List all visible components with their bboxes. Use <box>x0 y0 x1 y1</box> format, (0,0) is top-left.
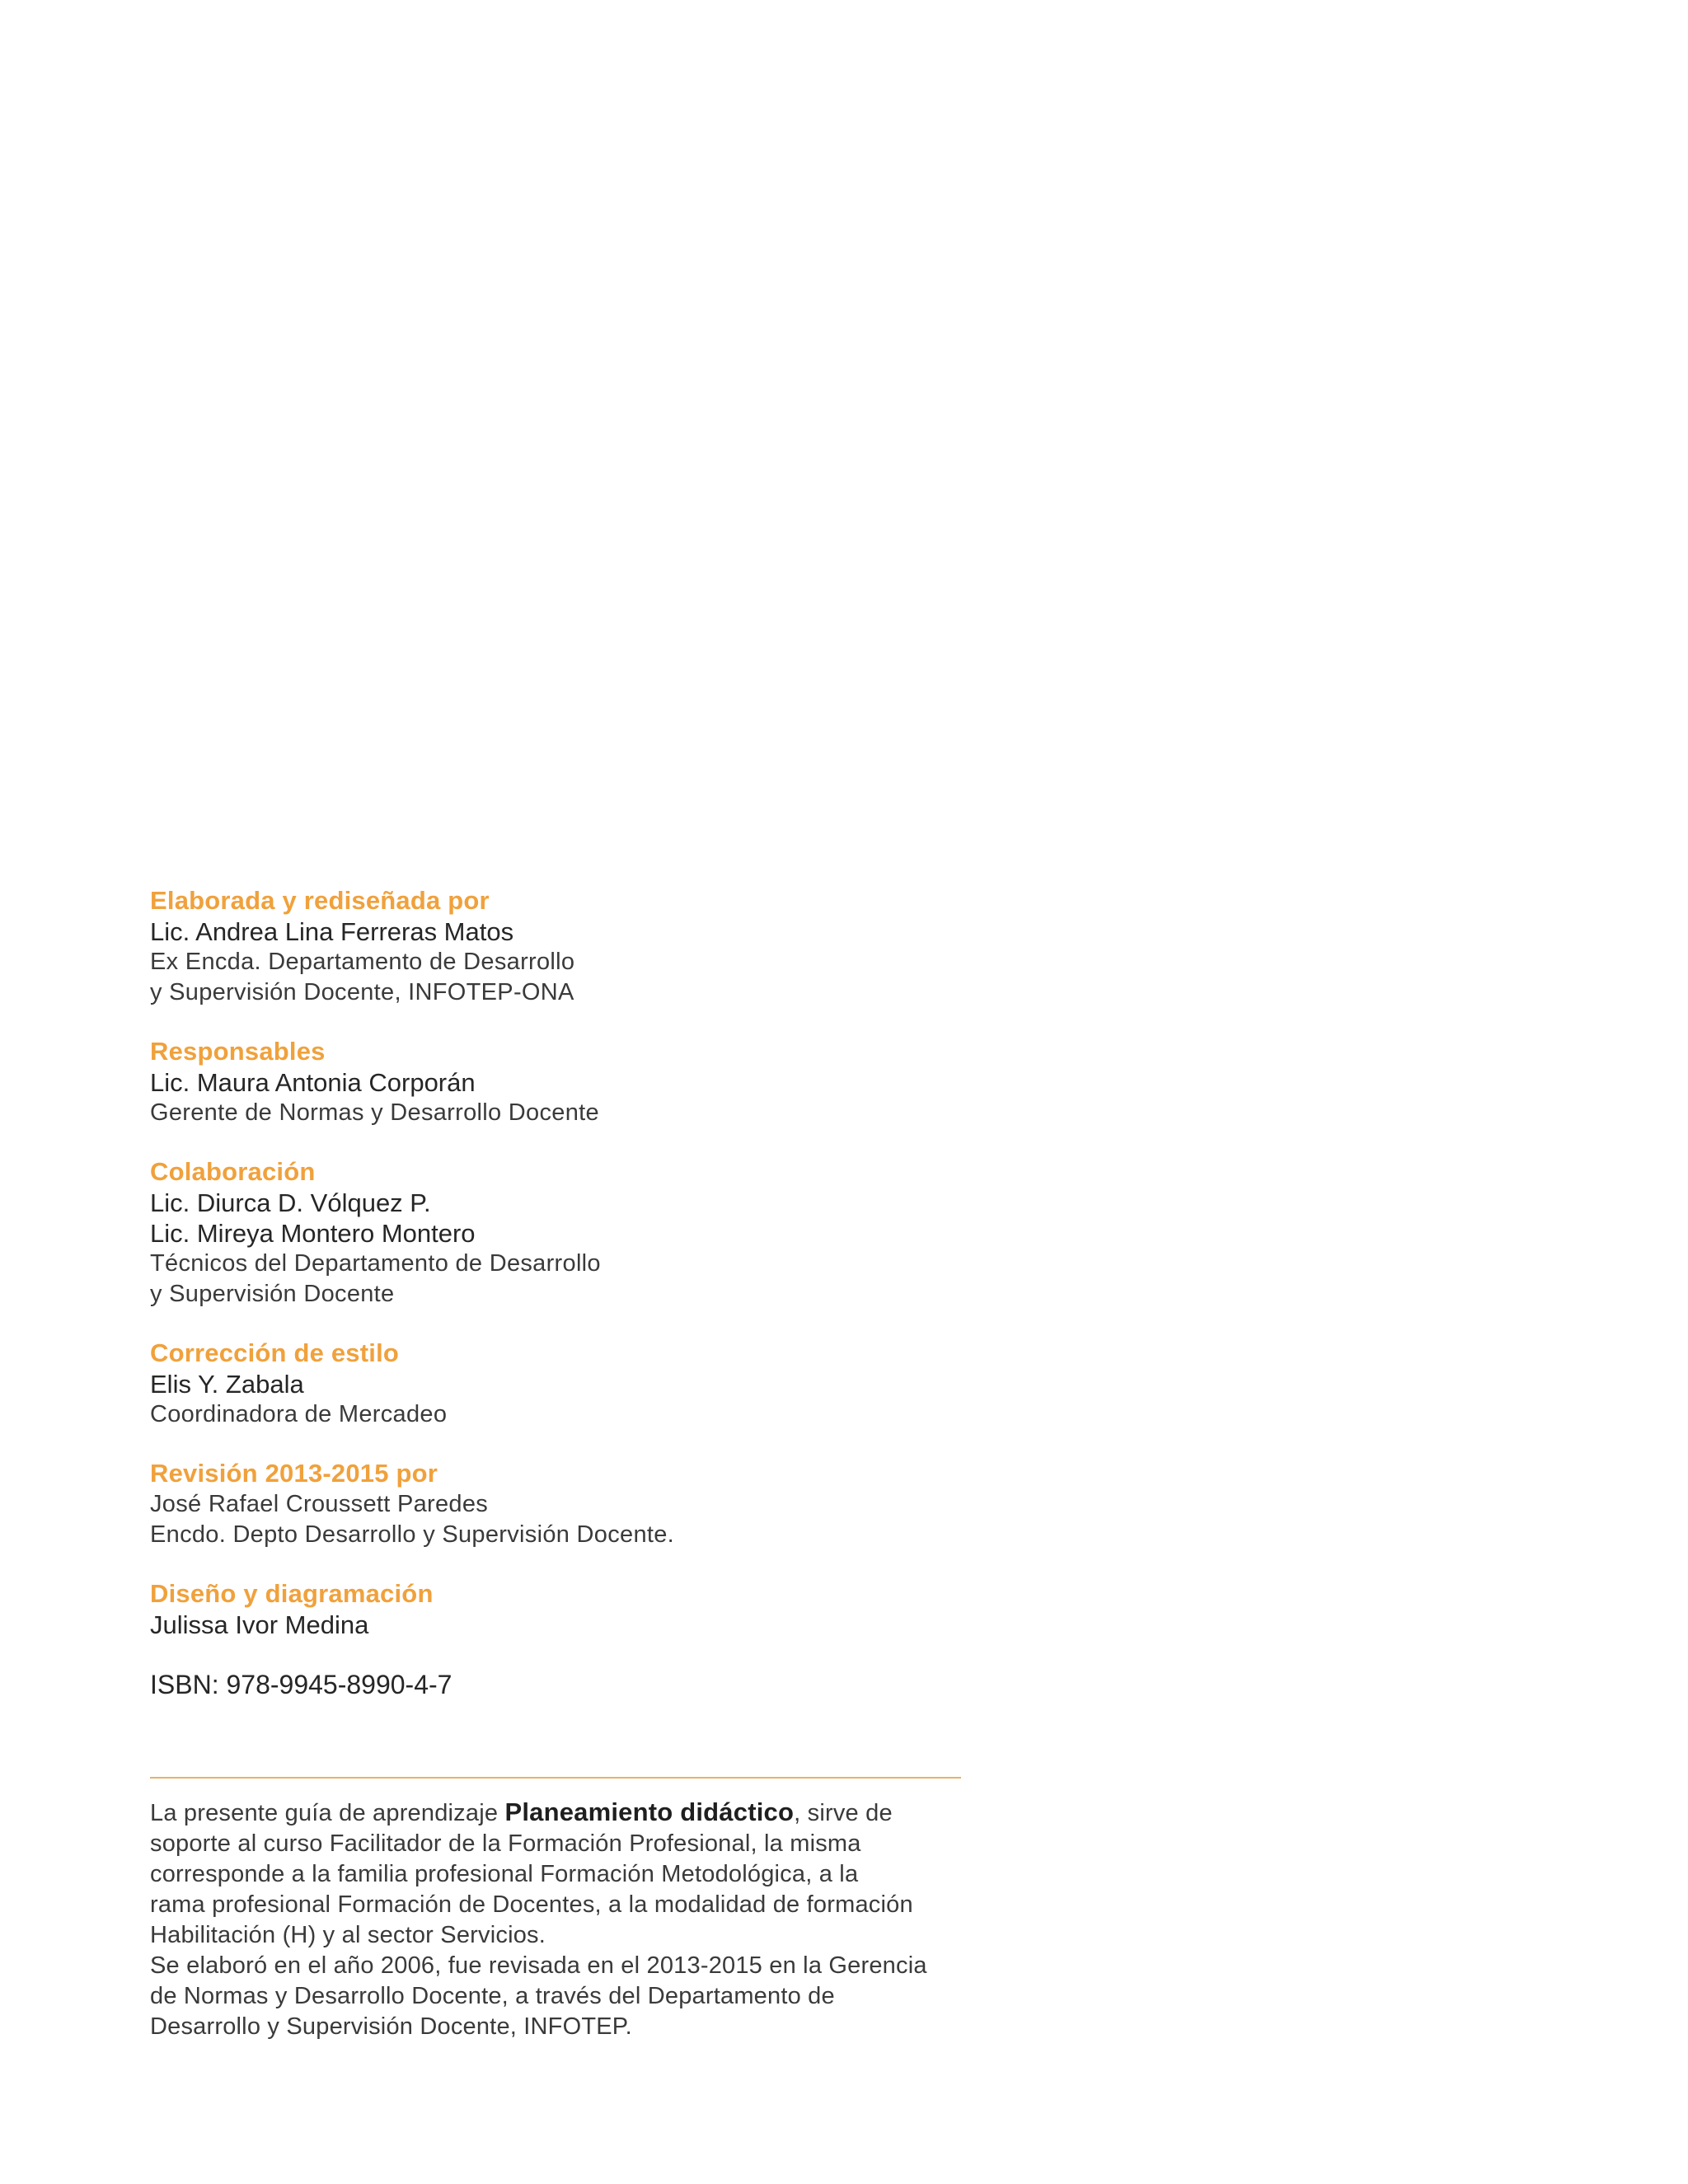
description-line: Se elaboró en el año 2006, fue revisada en el 2013-2015 en la Gerencia <box>150 1952 927 1979</box>
credit-name: Lic. Diurca D. Vólquez P. <box>150 1188 431 1217</box>
credit-name: Elis Y. Zabala <box>150 1370 304 1399</box>
description-line: rama profesional Formación de Docentes, a la modalidad de formación <box>150 1891 913 1918</box>
credit-section-diseno <box>150 1578 974 1640</box>
credit-role: Gerente de Normas y Desarrollo Docente <box>150 1099 599 1126</box>
isbn: ISBN: 978-9945-8990-4-7 <box>150 1670 452 1699</box>
credit-name: Lic. Andrea Lina Ferreras Matos <box>150 917 514 946</box>
credit-heading: Corrección de estilo <box>150 1338 400 1367</box>
credit-heading: Colaboración <box>150 1157 316 1186</box>
description-line: corresponde a la familia profesional Formación Metodológica, a la <box>150 1861 859 1887</box>
credit-role: Ex Encda. Departamento de Desarrollo <box>150 949 575 975</box>
credit-heading: Elaborada y rediseñada por <box>150 886 490 915</box>
credit-role: y Supervisión Docente <box>150 1281 395 1307</box>
description-line: soporte al curso Facilitador de la Formación Profesional, la misma <box>150 1830 861 1857</box>
credit-role: y Supervisión Docente, INFOTEP-ONA <box>150 979 574 1005</box>
guide-title: Planeamiento didáctico <box>504 1797 795 1826</box>
description-intro: La presente guía de aprendizaje <box>150 1800 505 1826</box>
credit-name: Julissa Ivor Medina <box>150 1610 369 1639</box>
guide-description <box>150 1797 974 2042</box>
credit-role: Encdo. Depto Desarrollo y Supervisión Docente. <box>150 1521 675 1548</box>
description-line: Habilitación (H) y al sector Servicios. <box>150 1922 546 1948</box>
description-text: , sirve de <box>794 1800 893 1826</box>
credit-role: José Rafael Croussett Paredes <box>150 1491 489 1517</box>
credit-heading: Diseño y diagramación <box>150 1579 434 1608</box>
divider <box>150 1777 961 1779</box>
credit-role: Técnicos del Departamento de Desarrollo <box>150 1250 601 1277</box>
credit-section-responsables <box>150 1036 974 1128</box>
credit-section-colaboracion <box>150 1156 974 1310</box>
credits-block <box>150 885 974 1701</box>
credit-name: Lic. Maura Antonia Corporán <box>150 1068 476 1097</box>
credit-section-revision <box>150 1458 974 1550</box>
description-line <box>150 1797 974 1829</box>
credit-section-correccion <box>150 1338 974 1430</box>
credit-heading: Responsables <box>150 1037 326 1066</box>
credit-name: Lic. Mireya Montero Montero <box>150 1219 476 1248</box>
credit-role: Coordinadora de Mercadeo <box>150 1401 448 1427</box>
description-line: Desarrollo y Supervisión Docente, INFOTEP. <box>150 2013 632 2040</box>
credit-section-elaborated <box>150 885 974 1008</box>
description-line: de Normas y Desarrollo Docente, a través del Departamento de <box>150 1983 835 2009</box>
credit-heading: Revisión 2013-2015 por <box>150 1459 438 1488</box>
